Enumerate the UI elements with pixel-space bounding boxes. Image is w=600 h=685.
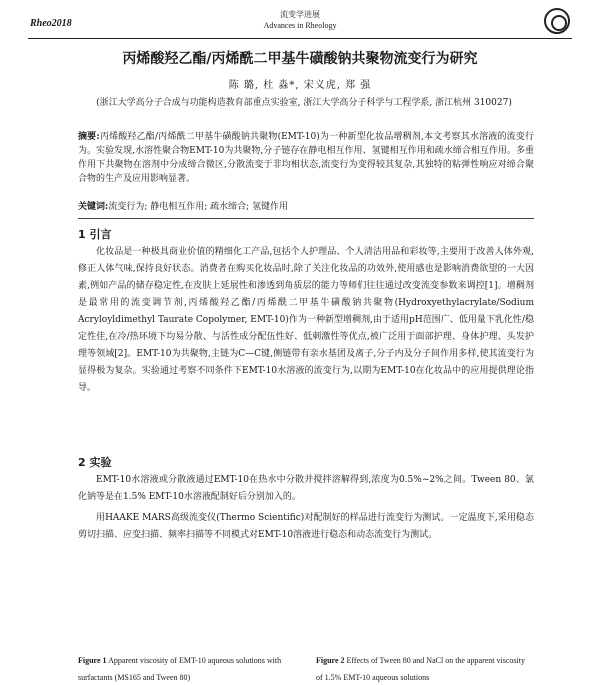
- abstract-label: 摘要:: [78, 132, 100, 142]
- figure-2-caption: [316, 652, 526, 685]
- abstract-divider: [78, 218, 534, 219]
- section-heading-experiment: 2 实验: [78, 456, 112, 469]
- paper-title: 丙烯酸羟乙酯/丙烯酰二甲基牛磺酸钠共聚物流变行为研究: [122, 51, 478, 67]
- figure-1-label: Figure 1: [78, 656, 107, 665]
- paper-authors: 陈 璐, 杜 淼*, 宋义虎, 郑 强: [228, 80, 372, 91]
- section-heading-intro: 1 引言: [78, 228, 112, 241]
- figure-1-caption: [78, 652, 288, 685]
- header-rule: [28, 38, 572, 39]
- page-header: [28, 8, 572, 40]
- figure-2-label: Figure 2: [316, 656, 345, 665]
- abstract: [78, 130, 534, 186]
- journal-logo-icon: [544, 8, 570, 34]
- keywords: [78, 200, 534, 214]
- intro-paragraph: 化妆品是一种极具商业价值的精细化工产品,包括个人护理品、个人清洁用品和彩妆等,主要用于改善人体外观,修正人体气味,保持良好状态。消费者在购买化妆品时,除了关注化妆品的功效外,使用感也是影响消费欲望的一大因素,例如产品的储存稳定性,在皮肤上延展性和渗透到角质层的能力等师们往往通过改变流变参数来调控[1]。增稠剂是最常用的流变调节剂,丙烯酸羟乙酯/丙烯酰二甲基牛磺酸钠共聚物(Hydroxyethylacrylate/Sodium Acryloyldimethyl Taurate Copolymer, EMT-10)作为一种新型增稠剂,由于适用pH范围广、低用量下乳化性/稳定性佳,在冷/热环境下均易分散、与活性成分配伍性好、低刺激性等优点,被广泛用于面部护理、身体护理、头发护理等领域[2]。EMT-10为共聚物,主链为C—C键,侧链带有亲水基团及离子,分子内及分子间作用多样,使其流变行为显得极为复杂。实验通过考察不同条件下EMT-10水溶液的流变行为,以期为EMT-10在化妆品中的应用提供理论指导。: [78, 247, 534, 393]
- paper-affiliation: (浙江大学高分子合成与功能构造教育部重点实验室, 浙江大学高分子科学与工程学系, 浙江杭州 310027): [96, 98, 512, 108]
- experiment-paragraph-1: EMT-10水溶液或分散液通过EMT-10在热水中分散并搅拌溶解得到,浓度为0.5%~2%之间。Tween 80、氯化钠等是在1.5% EMT-10水溶液配制好后分别加入的。: [78, 475, 534, 502]
- journal-name-cn: 流变学进展: [280, 10, 320, 19]
- header-left-mark: Rheo2018: [30, 18, 72, 29]
- keywords-label: 关键词:: [78, 202, 109, 212]
- figure-2-text: Effects of Tween 80 and NaCl on the apparent viscosity of 1.5% EMT-10 aqueous solutions: [316, 656, 525, 682]
- figure-1-text: Apparent viscosity of EMT-10 aqueous solutions with surfactants (MS165 and Tween 80): [78, 656, 282, 682]
- journal-name: [28, 9, 572, 31]
- journal-name-en: Advances in Rheology: [263, 21, 337, 30]
- experiment-paragraph-2: 用HAAKE MARS高级流变仪(Thermo Scientific)对配制好的样品进行流变行为测试。一定温度下,采用稳态剪切扫描、应变扫描、频率扫描等不同模式对EMT-10溶液进行稳态和动态流变行为测试。: [78, 513, 534, 540]
- abstract-text: 丙烯酸羟乙酯/丙烯酰二甲基牛磺酸钠共聚物(EMT-10)为一种新型化妆品增稠剂,本文考察其水溶液的流变行为。实验发现,水溶性聚合物EMT-10为共聚物,分子链存在静电相互作用、氢键相互作用和疏水缔合相互作用。多重作用下共聚物在溶剂中分成缔合微区,分散流变于非均相状态,流变行为变得较其复杂,其独特的粘弹性响应对缔合聚合物的生产及应用影响显著。: [78, 132, 535, 184]
- keywords-text: 流变行为; 静电相互作用; 疏水缔合; 氢键作用: [108, 202, 289, 212]
